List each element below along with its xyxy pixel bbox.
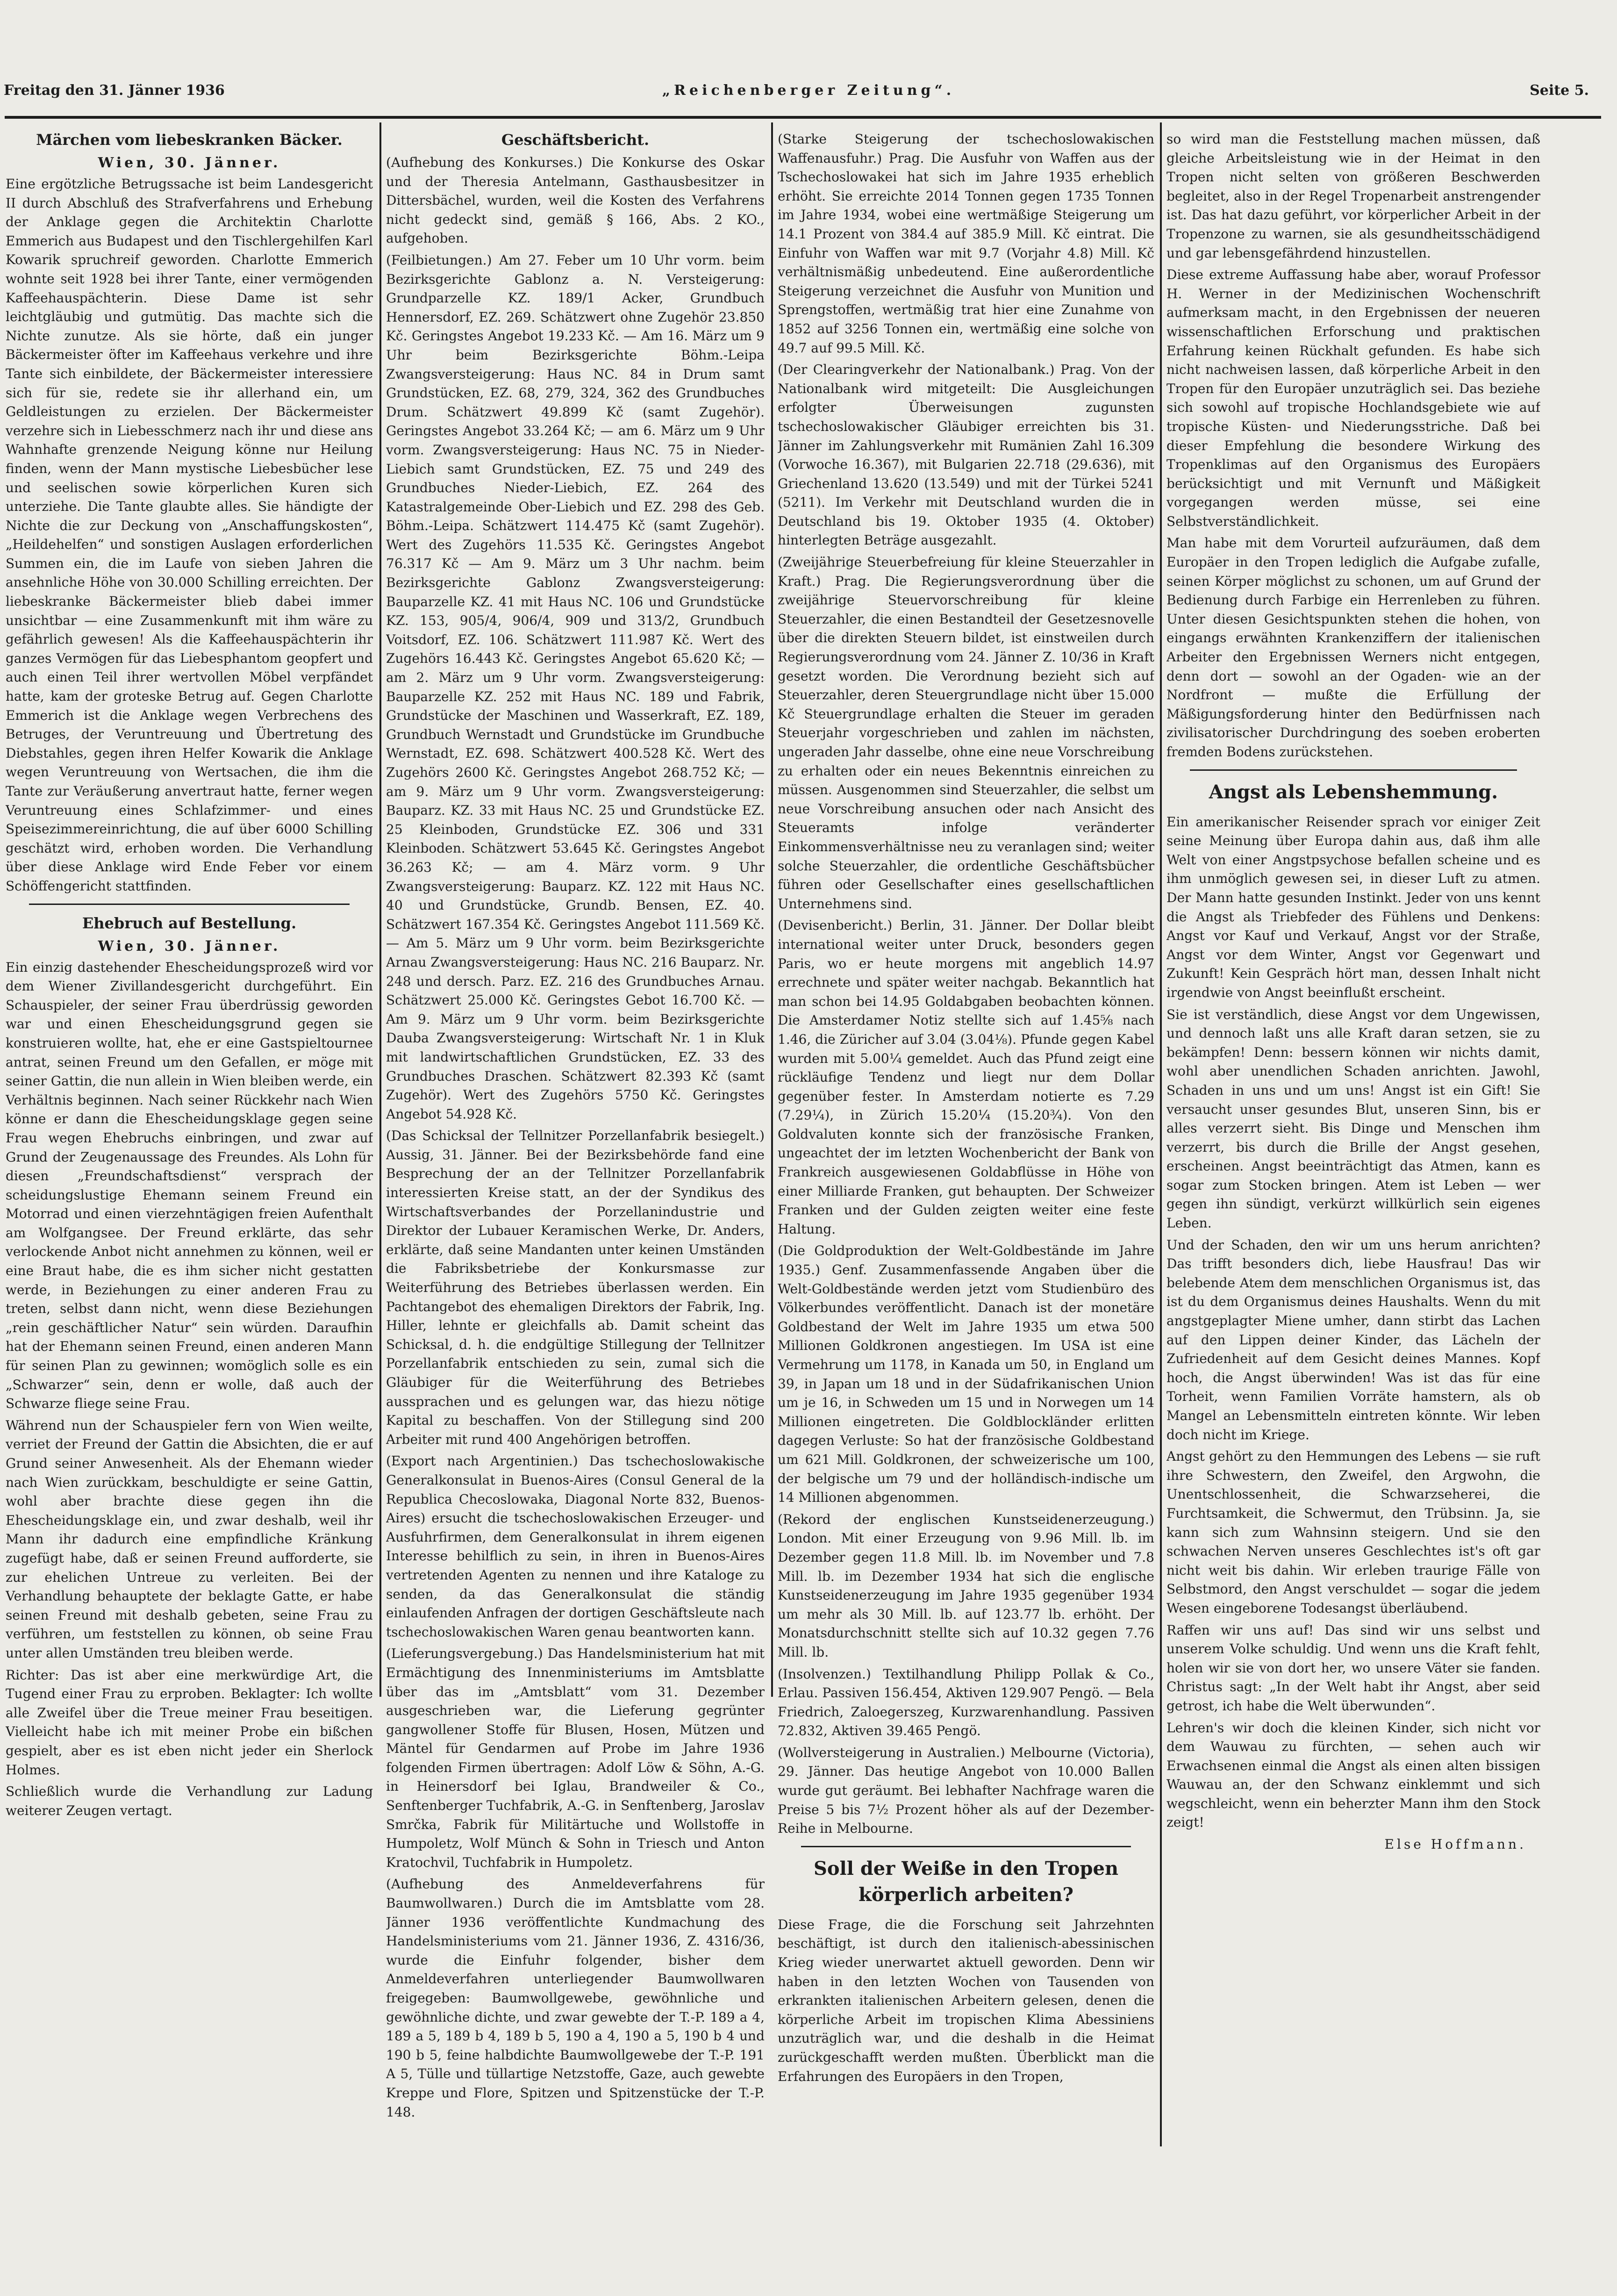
article-body: Ein einzig dastehender Ehescheidungsprozeß wird vor dem Wiener Zivillandesgericht durchgeführt. Ein Schauspieler, der seiner Frau überdrüssig geworden war und einen Ehescheidungsgrund gegen sie konstruieren wollte, hat, ehe er eine Gastspieltournee antrat, seinen Freund um den Gefallen, er möge mit seiner Gattin, die nun allein in Wien bleiben werde, ein Verhältnis beginnen. Nach seiner Rückkehr nach Wien könne er dann die Ehescheidungsklage gegen seine Frau wegen Ehebruchs einbringen, und zwar auf Grund der Zeugenaussage des Freundes. Als Lohn für diesen „Freundschaftsdienst“ versprach der scheidungslustige Ehemann seinem Freund ein Motorrad und einen vierzehntägigen freien Aufenthalt am Wolfgangsee. Der Freund erklärte, das sehr verlockende Anbot nicht annehmen zu können, weil er eine Braut habe, die es ihm sicher nicht gestatten werde, in Beziehungen zu einer anderen Frau zu treten, selbst dann nicht, wenn diese Beziehungen „rein geschäftlicher Natur“ sein würden. Daraufhin hat der Ehemann seinen Freund, einen anderen Mann für seinen Plan zu gewinnen; womöglich solle es ein „Schwarzer“ sein, denn er wolle, daß auch der Schwarze fliege seine Frau. bbox=[6, 959, 373, 1412]
newspaper-title: „Reichenberger Zeitung“. bbox=[662, 82, 955, 99]
header-rule bbox=[5, 116, 1601, 119]
article-separator bbox=[801, 1846, 1131, 1847]
article-body: Ein amerikanischer Reisender sprach vor einiger Zeit seine Meinung über Europa dahin aus, daß ihm alle Welt von einer Angstpsychose befallen scheine und es ihm unmöglich gewesen sei, in dieser Luft zu atmen. Der Mann hatte gesunden Instinkt. Jeder von uns kennt die Angst als Triebfeder des Fühlens und Denkens: Angst vor Kauf und Verkauf, Angst vor der Straße, Angst vor dem Winter, Angst vor Gegenwart und Zukunft! Kein Gespräch hört man, dessen Inhalt nicht irgendwie von Angst beeinflußt erscheint. bbox=[1166, 814, 1540, 1000]
article-title: Angst als Lebenshemmung. bbox=[1209, 781, 1498, 803]
column-4 bbox=[1166, 130, 1540, 2261]
business-item: (Rekord der englischen Kunstseidenerzeugung.) London. Mit einer Erzeugung von 9.96 Mill. lb. im Dezember gegen 11.8 Mill. lb. im November und 7.8 Mill. lb. im Dezember 1934 hat sich die englische Kunstseidenerzeugung im Jahre 1935 gegenüber 1934 um mehr als 30 Mill. lb. auf 123.77 lb. erhöht. Der Monatsdurchschnitt stellte sich auf 10.32 gegen 7.76 Mill. lb. bbox=[778, 1511, 1154, 1660]
column-2 bbox=[386, 130, 765, 2261]
article-body: Man habe mit dem Vorurteil aufzuräumen, daß dem Europäer in den Tropen lediglich die Aufgabe zufalle, seinen Körper möglichst zu schonen, um auf Grund der Bedienung durch Farbige ein Herrenleben zu führen. Unter diesen Gesichtspunkten stehen die hohen, von eingangs erwähnten Krankenziffern der italienischen Arbeiter den Ergebnissen Werners nicht entgegen, denn dort — sowohl an der Ogaden- wie an der Nordfront — mußte die Erfüllung der Mäßigungsforderung hinter den Bedürfnissen nach zivilisatorischer Durchdringung des soeben eroberten fremden Bodens zurückstehen. bbox=[1166, 535, 1540, 760]
column-rule bbox=[1160, 122, 1162, 2146]
article-separator bbox=[1190, 769, 1517, 771]
article-body: Lehren's wir doch die kleinen Kinder, sich nicht vor dem Wauwau zu fürchten, — sehen auch wir Erwachsenen einmal die Angst als einen alten bissigen Wauwau an, der den Schwanz einklemmt und sich wegschleicht, wenn ein beherzter Mann ihm den Stock zeigt! bbox=[1166, 1720, 1540, 1830]
article-title: Soll der Weiße in den Tropen körperlich arbeiten? bbox=[813, 1857, 1119, 1906]
article-body: Raffen wir uns auf! Das sind wir uns selbst und unserem Volke schuldig. Und wenn uns die Kraft fehlt, holen wir sie von dort her, wo unsere Väter sie fanden. Christus sagt: „In der Welt habt ihr Angst, aber seid getrost, ich habe die Welt überwunden“. bbox=[1166, 1622, 1540, 1714]
article-body: so wird man die Feststellung machen müssen, daß gleiche Arbeitsleistung wie in der Heimat in den Tropen nicht selten von größeren Beschwerden begleitet, also in der Regel Tropenarbeit anstrengender ist. Das hat dazu geführt, vor körperlicher Arbeit in der Tropenzone zu warnen, sie als gesundheitsschädigend und gar lebensgefährdend hinzustellen. bbox=[1166, 131, 1540, 261]
article-body: Diese extreme Auffassung habe aber, worauf Professor H. Werner in der Medizinischen Wochenschrift aufmerksam macht, in den Ergebnissen der neueren wissenschaftlichen Erforschung und praktischen Erfahrung keinen Rückhalt gefunden. Es habe sich nicht nachweisen lassen, daß körperliche Arbeit in den Tropen für den Europäer unzuträglich sei. Das beziehe sich sowohl auf tropische Hochlandsgebiete wie auf tropische Küsten- und Niederungsstriche. Daß bei dieser Empfehlung die besondere Wirkung des Tropenklimas auf den Organismus des Europäers berücksichtigt und mit Vernunft und Mäßigkeit vorgegangen werden müsse, sei eine Selbstverständlichkeit. bbox=[1166, 267, 1540, 529]
article-body: Richter: Das ist aber eine merkwürdige Art, die Tugend einer Frau zu erproben. Beklagter: Ich wollte alle Zweifel über die Treue meiner Frau beseitigen. Vielleicht habe ich mit meiner Probe ein bißchen gespielt, aber es ist eben nicht jeder ein Sherlock Holmes. bbox=[6, 1667, 373, 1778]
article-body: Angst gehört zu den Hemmungen des Lebens — sie ruft ihre Schwestern, den Zweifel, den Argwohn, die Unentschlossenheit, die Schwarzseherei, die Furchtsamkeit, die Schwermut, den Trübsinn. Ja, sie kann sich zum Wahnsinn steigern. Und sie den schwachen Nerven unseres Geschlechtes ist's oft gar nicht weit bis dahin. Wir erleben traurige Fälle von Selbstmord, den Angst verschuldet — sogar die jedem Wesen eingeborene Todesangst überläubend. bbox=[1166, 1449, 1540, 1616]
article-title: Märchen vom liebeskranken Bäcker. bbox=[36, 131, 343, 149]
issue-date: Freitag den 31. Jänner 1936 bbox=[4, 82, 225, 99]
article-separator bbox=[29, 904, 350, 905]
business-item: (Die Goldproduktion der Welt-Goldbestände im Jahre 1935.) Genf. Zusammenfassende Angaben über die Welt-Goldbestände werden jetzt vom Studienbüro des Völkerbundes veröffentlicht. Danach ist der monetäre Goldbestand der Welt im Jahre 1935 um etwa 500 Millionen Goldkronen angestiegen. Im USA ist eine Vermehrung um 1178, in Kanada um 50, in England um 39, in Japan um 18 und in der Südafrikanischen Union um je 16, in Schweden um 15 und in Norwegen um 14 Millionen eingetreten. Die Goldblockländer erlitten dagegen Verluste: So hat der französische Goldbestand um 621 Mill. Goldkronen, der schweizerische um 100, der belgische um 79 und der holländisch-indische um 14 Millionen abgenommen. bbox=[778, 1243, 1154, 1506]
column-1 bbox=[6, 130, 373, 2261]
business-item: (Aufhebung des Konkurses.) Die Konkurse des Oskar und der Theresia Antelmann, Gasthausbesitzer in Dittersbächel, wurden, weil die Kosten des Verfahrens nicht gedeckt sind, gemäß § 166, Abs. 2 KO., aufgehoben. bbox=[386, 155, 765, 246]
business-item: (Devisenbericht.) Berlin, 31. Jänner. Der Dollar bleibt international weiter unter Druck, besonders gegen Paris, wo er heute morgens mit angeblich 14.97 errechnete und später weiter nachgab. Bekanntlich hat man schon bei 14.95 Goldabgaben beobachten können. Die Amsterdamer Notiz stellte sich auf 1.45⅝ nach 1.46, die Züricher auf 3.04 (3.04⅛). Pfunde gegen Kabel wurden mit 5.00¼ gemeldet. Auch das Pfund zeigt eine rückläufige Tendenz und liegt nur dem Dollar gegenüber fester. In Amsterdam notierte es 7.29 (7.29¼), in Zürich 15.20¼ (15.20¾). Von den Goldvaluten konnte sich der französische Franken, ungeachtet der im letzten Wochenbericht der Bank von Frankreich ausgewiesenen Goldabflüsse in Höhe von einer Milliarde Franken, gut behaupten. Der Schweizer Franken und der Gulden zeigten weiter eine feste Haltung. bbox=[778, 918, 1154, 1237]
article-body: Während nun der Schauspieler fern von Wien weilte, verriet der Freund der Gattin die Absichten, die er auf Grund seiner Anwesenheit. Als der Ehemann wieder nach Wien zurückkam, beschuldigte er seine Gattin, wohl aber brachte diese gegen ihn die Ehescheidungsklage ein, und zwar deshalb, weil ihr Mann ihr dadurch eine empfindliche Kränkung zugefügt habe, daß er seinen Freund aufforderte, sie zur ehelichen Untreue zu verleiten. Bei der Verhandlung behauptete der beklagte Gatte, er habe seinen Freund mit deshalb gebeten, seine Frau zu verführen, um feststellen zu können, ob seine Frau unter allen Umständen treu bleiben werde. bbox=[6, 1417, 373, 1661]
author-signature: Else Hoffmann. bbox=[1384, 1837, 1526, 1852]
column-rule bbox=[771, 122, 773, 1697]
article-body: Und der Schaden, den wir um uns herum anrichten? Das trifft besonders dich, liebe Hausfrau! Das wir belebende Atem dem menschlichen Organismus ist, das ist du dem Organismus deines Haushalts. Wenn du mit angstgeplagter Miene umher, dann stirbt das Lachen auf den Lippen deiner Kinder, das Lächeln der Zufriedenheit auf dem Gesicht deines Mannes. Kopf hoch, die Angst überwinden! Was ist das für eine Torheit, wenn Familien Vorräte hamstern, als ob Mangel an Lebensmitteln eintreten könnte. Wir leben doch nicht im Kriege. bbox=[1166, 1237, 1540, 1442]
page-number: Seite 5. bbox=[1530, 82, 1589, 99]
business-item: (Starke Steigerung der tschechoslowakischen Waffenausfuhr.) Prag. Die Ausfuhr von Waffen aus der Tschechoslowakei hat sich im Jahre 1935 erheblich erhöht. Sie erreichte 2014 Tonnen gegen 1735 Tonnen im Jahre 1934, wobei eine wertmäßige Steigerung um 14.1 Prozent von 384.4 auf 385.9 Mill. Kč eintrat. Die Einfuhr von Waffen war mit 9.7 (Vorjahr 4.8) Mill. Kč verhältnismäßig unbedeutend. Eine außerordentliche Steigerung verzeichnet die Ausfuhr von Munition und Sprengstoffen, wertmäßig trat hier eine Zunahme von 1852 auf 3256 Tonnen ein, wertmäßig eine solche von 49.7 auf 99.5 Mill. Kč. bbox=[778, 131, 1154, 356]
section-title: Geschäftsbericht. bbox=[501, 131, 650, 149]
article-body: Schließlich wurde die Verhandlung zur Ladung weiterer Zeugen vertagt. bbox=[6, 1784, 373, 1818]
column-3 bbox=[778, 130, 1154, 2261]
business-item: (Das Schicksal der Tellnitzer Porzellanfabrik besiegelt.) Aussig, 31. Jänner. Bei der Bezirksbehörde fand eine Besprechung der an der Tellnitzer Porzellanfabrik interessierten Kreise statt, an der der Syndikus des Wirtschaftsverbandes der Porzellanindustrie und Direktor der Lubauer Keramischen Werke, Dr. Anders, erklärte, daß seine Mandanten unter keinen Umständen die Fabriksbetriebe der Konkursmasse zur Weiterführung des Betriebes überlassen werden. Ein Pachtangebot des ehemaligen Direktors der Fabrik, Ing. Hiller, lehnte er gleichfalls ab. Damit scheint das Schicksal, d. h. die endgültige Stillegung der Tellnitzer Porzellanfabrik entschieden zu sein, zumal sich die Gläubiger für die Weiterführung des Betriebes aussprachen und es gelungen war, das hiezu nötige Kapital zu beschaffen. Von der Stillegung sind 200 Arbeiter mit rund 400 Angehörigen betroffen. bbox=[386, 1128, 765, 1447]
article-dateline: Wien, 30. Jänner. bbox=[98, 155, 281, 171]
business-item: (Wollversteigerung in Australien.) Melbourne (Victoria), 29. Jänner. Das heutige Angebot von 10.000 Ballen wurde gut geräumt. Bei lebhafter Nachfrage waren die Preise 5 bis 7½ Prozent höher als auf der Dezember-Reihe in Melbourne. bbox=[778, 1744, 1154, 1837]
article-title: Ehebruch auf Bestellung. bbox=[82, 914, 297, 932]
business-item: (Zweijährige Steuerbefreiung für kleine Steuerzahler in Kraft.) Prag. Die Regierungsverordnung über die zweijährige Steuervorschreibung für kleine Steuerzahler, die einen Bestandteil der Gesetzesnovelle über die direkten Steuern bildet, ist einstweilen durch Regierungsverordnung vom 24. Jänner Z. 10/36 in Kraft gesetzt worden. Die Verordnung bezieht sich auf Steuerzahler, deren Steuergrundlage nicht über 15.000 Kč Steuergrundlage erhalten die Steuer im geraden Steuerjahr vorgeschrieben und zahlen im nächsten, ungeraden Jahr dasselbe, ohne eine neue Vorschreibung zu erhalten oder ein neues Bekenntnis einreichen zu müssen. Ausgenommen sind Steuerzahler, die selbst um neue Vorschreibung ansuchen oder nach Ansicht des Steueramts infolge veränderter Einkommensverhältnisse neu zu veranlagen sind; weiter solche Steuerzahler, die ordentliche Geschäftsbücher führen oder Gesellschafter eines gesellschaftlichen Unternehmens sind. bbox=[778, 554, 1154, 911]
column-rule bbox=[379, 122, 381, 1697]
article-dateline: Wien, 30. Jänner. bbox=[98, 938, 281, 954]
business-item: (Export nach Argentinien.) Das tschechoslowakische Generalkonsulat in Buenos-Aires (Consul General de la Republica Checoslowaka, Diagonal Norte 832, Buenos-Aires) ersucht die tschechoslowakischen Erzeuger- und Ausfuhrfirmen, dem Generalkonsulat in ihrem eigenen Interesse behilflich zu sein, in ihren in Buenos-Aires vertretenden Agenten zu nennen und ihre Kataloge zu senden, da das Generalkonsulat die ständig einlaufenden Anfragen der dortigen Geschäftsleute nach tschechoslowakischen Waren genau beantworten kann. bbox=[386, 1453, 765, 1640]
business-item: (Der Clearingverkehr der Nationalbank.) Prag. Von der Nationalbank wird mitgeteilt: Die Ausgleichungen erfolgter Überweisungen zugunsten tschechoslowakischer Gläubiger erreichten bis 31. Jänner im Zahlungsverkehr mit Rumänien Zahl 16.309 (Vorwoche 16.367), mit Bulgarien 22.718 (29.636), mit Griechenland 13.620 (13.549) und mit der Türkei 5241 (5211). Im Verkehr mit Deutschland wurden die in Deutschland bis 19. Oktober 1935 (4. Oktober) hinterlegten Beträge ausgezahlt. bbox=[778, 362, 1154, 548]
article-body: Sie ist verständlich, diese Angst vor dem Ungewissen, und dennoch laßt uns alle Kraft daran setzen, sie zu bekämpfen! Denn: bessern können wir nichts damit, wohl aber unendlichen Schaden anrichten. Jawohl, Schaden in uns und um uns! Angst ist ein Gift! Sie versaucht unser gesundes Blut, unseren Sinn, bis er alles verzerrt sieht. Bis Dinge und Menschen ihm verzerrt, bis durch die Brille der Angst gesehen, erscheinen. Angst beeinträchtigt das Atmen, kann es sogar zum Stocken bringen. Atem ist Leben — wer gegen ihn sündigt, verkürzt willkürlich sein eigenes Leben. bbox=[1166, 1006, 1540, 1231]
business-item: (Feilbietungen.) Am 27. Feber um 10 Uhr vorm. beim Bezirksgerichte Gablonz a. N. Versteigerung: Grundparzelle KZ. 189/1 Acker, Grundbuch Hennersdorf, EZ. 269. Schätzwert ohne Zugehör 23.850 Kč. Geringstes Angebot 19.233 Kč. — Am 16. März um 9 Uhr beim Bezirksgerichte Böhm.-Leipa Zwangsversteigerung: Haus NC. 84 in Drum samt Grundstücken, EZ. 68, 279, 324, 362 des Grundbuches Drum. Schätzwert 49.899 Kč (samt Zugehör). Geringstes Angebot 33.264 Kč; — am 6. März um 9 Uhr vorm. Zwangsversteigerung: Haus NC. 75 in Nieder-Liebich samt Grundstücken, EZ. 75 und 249 des Grundbuches Nieder-Liebich, EZ. 264 des Katastralgemeinde Ober-Liebich und EZ. 298 des Geb. Böhm.-Leipa. Schätzwert 114.475 Kč (samt Zugehör). Wert des Zugehörs 11.535 Kč. Geringstes Angebot 76.317 Kč — Am 9. März um 3 Uhr nachm. beim Bezirksgerichte Gablonz Zwangsversteigerung: Bauparzelle KZ. 41 mit Haus NC. 106 und Grundstücke KZ. 153, 905/4, 906/4, 909 und 313/2, Grundbuch Voitsdorf, EZ. 106. Schätzwert 111.987 Kč. Wert des Zugehörs 16.443 Kč. Geringstes Angebot 65.620 Kč; — am 2. März um 9 Uhr vorm. Zwangsversteigerung: Bauparzelle KZ. 252 mit Haus NC. 189 und Fabrik, Grundstücke der Maschinen und Wasserkraft, EZ. 189, Grundbuch Wernstadt und Grundstücke im Grundbuche Wernstadt, EZ. 698. Schätzwert 400.528 Kč. Wert des Zugehörs 2600 Kč. Geringstes Angebot 268.752 Kč; — am 9. März um 9 Uhr vorm. Zwangsversteigerung: Bauparz. KZ. 33 mit Haus NC. 25 und Grundstücke EZ. 25 Kleinboden, Grundstücke EZ. 306 und 331 Kleinboden. Schätzwert 53.645 Kč. Geringstes Angebot 36.263 Kč; — am 4. März vorm. 9 Uhr Zwangsversteigerung: Bauparz. KZ. 122 mit Haus NC. 40 und Grundstücke, Grundb. Bensen, EZ. 40. Schätzwert 167.354 Kč. Geringstes Angebot 111.569 Kč. — Am 5. März um 9 Uhr vorm. beim Bezirksgerichte Arnau Zwangsversteigerung: Haus NC. 216 Bauparz. Nr. 248 und dersch. Parz. EZ. 216 des Grundbuches Arnau. Schätzwert 25.000 Kč. Geringstes Gebot 16.700 Kč. — Am 9. März um 9 Uhr vorm. beim Bezirksgerichte Dauba Zwangsversteigerung: Wirtschaft Nr. 1 in Kluk mit landwirtschaftlichen Grundstücken, EZ. 33 des Grundbuches Draschen. Schätzwert 82.393 Kč (samt Zugehör). Wert des Zugehörs 5750 Kč. Geringstes Angebot 54.928 Kč. bbox=[386, 252, 765, 1122]
business-item: (Lieferungsvergebung.) Das Handelsministerium hat mit Ermächtigung des Innenministeriums im Amtsblatte über das im „Amtsblatt“ vom 31. Dezember ausgeschrieben war, die Lieferung gegrünter gangwollener Stoffe für Blusen, Hosen, Mützen und Mäntel für Gendarmen auf Probe im Jahre 1936 folgenden Firmen übertragen: Adolf Löw & Söhn, A.-G. in Heinersdorf bei Iglau, Brandweiler & Co., Senftenberger Tuchfabrik, A.-G. in Senftenberg, Jaroslav Smrčka, Fabrik für Militärtuche und Wollstoffe in Humpoletz, Wolf Münch & Sohn in Triesch und Anton Kratochvil, Tuchfabrik in Humpoletz. bbox=[386, 1646, 765, 1870]
article-body: Diese Frage, die die Forschung seit Jahrzehnten beschäftigt, ist durch den italienisch-abessinischen Krieg wieder unerwartet aktuell geworden. Denn wir haben in den letzten Wochen von Tausenden von erkrankten italienischen Arbeitern gelesen, denen die körperliche Arbeit im tropischen Klima Abessiniens unzuträglich war, und die deshalb in die Heimat zurückgeschafft werden mußten. Überblickt man die Erfahrungen des Europäers in den Tropen, bbox=[778, 1916, 1154, 2084]
article-body: Eine ergötzliche Betrugssache ist beim Landesgericht II durch Abschluß des Strafverfahrens und Erhebung der Anklage gegen die Architektin Charlotte Emmerich aus Budapest und den Tischlergehilfen Karl Kowarik spruchreif geworden. Charlotte Emmerich wohnte seit 1928 bei ihrer Tante, einer vermögenden Kaffeehauspächterin. Diese Dame ist sehr leichtgläubig und gutmütig. Das machte sich die Nichte zunutze. Als sie hörte, daß ein junger Bäckermeister öfter im Kaffeehaus verkehre und ihre Tante sich einbildete, der Bäckermeister interessiere sich für sie, redete sie ihr allerhand ein, um Geldleistungen zu erzielen. Der Bäckermeister verzehre sich in Liebesschmerz nach ihr und diese ans Wahnhafte grenzende Neigung könne nur Heilung finden, wenn der Mann mystische Liebesbücher lese und seelischen sowie körperlichen Kuren sich unterziehe. Die Tante glaubte alles. Sie händigte der Nichte die zur Deckung von „Anschaffungskosten“, „Heildehelfen“ und sonstigen Auslagen erforderlichen Summen ein, die im Laufe von sieben Jahren die ansehnliche Höhe von 30.000 Schilling erreichten. Der liebeskranke Bäckermeister blieb dabei immer unsichtbar — eine Zusammenkunft mit ihm wäre zu gefährlich gewesen! Als die Kaffeehauspächterin ihr ganzes Vermögen für das Liebesphantom geopfert und auch einen Teil ihrer wertvollen Möbel verpfändet hatte, kam der groteske Betrug auf. Gegen Charlotte Emmerich ist die Anklage wegen Verbrechens des Betruges, der Veruntreuung und Übertretung des Diebstahles, gegen ihren Helfer Kowarik die Anklage wegen Veruntreuung von Wertsachen, die ihm die Tante zur Veräußerung anvertraut hatte, ferner wegen Veruntreuung eines Schlafzimmer- und eines Speisezimmereinrichtung, die auf über 6000 Schilling geschätzt wird, erhoben worden. Die Verhandlung über diese Anklage wird Ende Feber vor einem Schöffengericht stattfinden. bbox=[6, 176, 373, 894]
business-item: (Aufhebung des Anmeldeverfahrens für Baumwollwaren.) Durch die im Amtsblatte vom 28. Jänner 1936 veröffentlichte Kundmachung des Handelsministeriums vom 21. Jänner 1936, Z. 4316/36, wurde die Einfuhr folgender, bisher dem Anmeldeverfahren unterliegender Baumwollwaren freigegeben: Baumwollgewebe, gewöhnliche und gewöhnliche dichte, und zwar gewebte der T.-P. 189 a 4, 189 a 5, 189 b 4, 189 b 5, 190 a 4, 190 a 5, 190 b 4 und 190 b 5, feine halbdichte Baumwollgewebe der T.-P. 191 A 5, Tülle und tüllartige Netzstoffe, Gaze, auch gewebte Kreppe und Flore, Spitzen und Spitzenstücke der T.-P. 148. bbox=[386, 1876, 765, 2120]
business-item: (Insolvenzen.) Textilhandlung Philipp Pollak & Co., Erlau. Passiven 156.454, Aktiven 129.907 Pengö. — Bela Friedrich, Zaloegerszeg, Kurzwarenhandlung. Passiven 72.832, Aktiven 39.465 Pengö. bbox=[778, 1666, 1154, 1739]
